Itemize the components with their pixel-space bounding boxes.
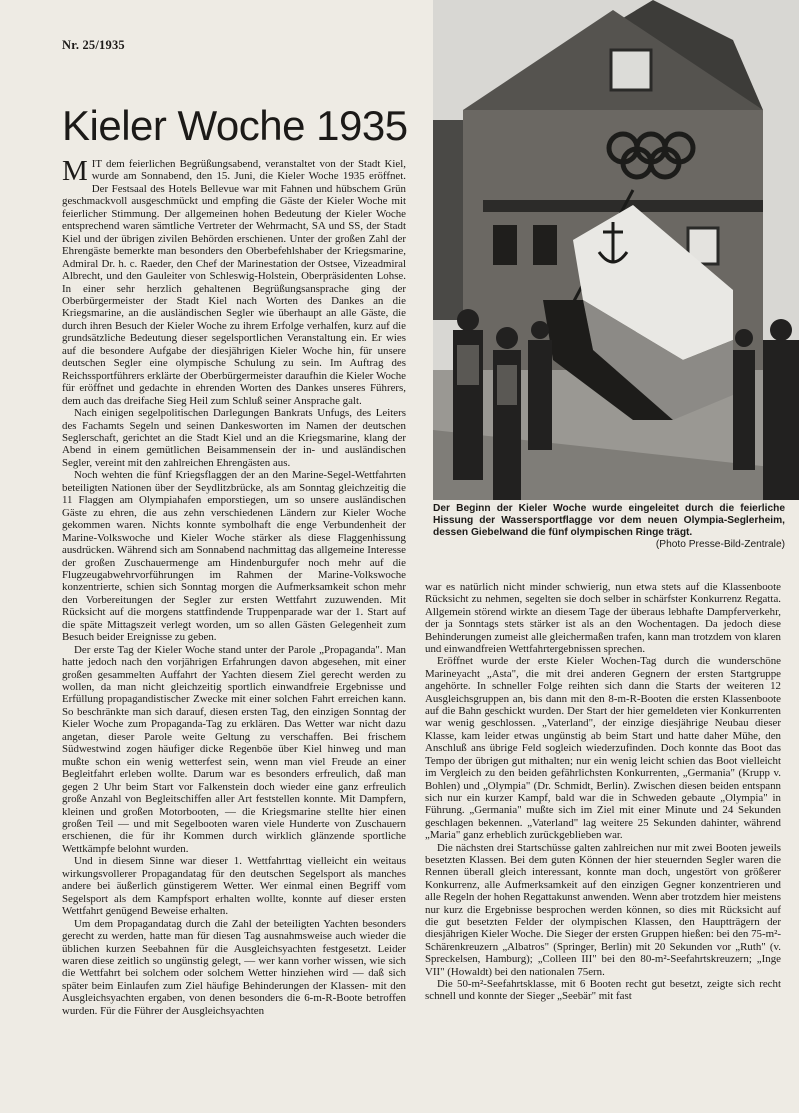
paragraph-1: [62, 155, 406, 407]
issue-number: Nr. 25/1935: [62, 38, 125, 52]
paragraph-6: Um dem Propagandatag durch die Zahl der beteiligten Yachten besonders gerecht zu werden, hatte man für diesen Tag ausnahmsweise auch wieder die üblichen kurzen Seebahnen für die Ausgleichsyachten festgesetzt. Leider waren diese zeitlich so ungünstig gelegt, — wer kann vorher wissen, wie sich die Wettfahrt bei solchem oder solchem Wetter hinziehen wird — daß sich später beim Einlaufen zum Ziel häufige Behinderungen der Klassen- mit den Ausgleichsyachten ergaben, von denen besonders die 6-m-R-Boote betroffen wurden. Für die Führer der Ausgleichsyachten: [62, 917, 406, 1017]
photo-caption: [433, 503, 785, 551]
paragraph-9: Die nächsten drei Startschüsse galten zahlreichen nur mit zwei Booten jeweils besetzten Klassen. Bei dem guten Können der hier steuernden Segler waren die Rennen überall gleich interessant, konnte man doch, ungestört von größerer Konkurrenz, alle Aufmerksamkeit auf den einzigen Gegner konzentrieren und alle Regeln der hohen Regattakunst anwenden. Wenn aber trotzdem hier meistens nur kurz die Ergebnisse besprochen werden können, so dies mit Rücksicht auf die gut besetzten Felder der olympischen Klassen, den Hauptträgern der diesjährigen Kieler Woche. Die Sieger der ersten Gruppen hießen: bei den 75-m²-Schärenkreuzern „Albatros" (Springer, Berlin) mit 20 Sekunden vor „Ruth" (v. Spreckelsen, Hamburg); „Colleen III" bei den 80-m²-Seefahrtskreuzern; „Inge VII" (Howaldt) bei den nationalen 75ern.: [425, 841, 781, 978]
paragraph-10: Die 50-m²-Seefahrtsklasse, mit 6 Booten recht gut besetzt, zeigte sich recht schnell und konnte der Sieger „Seebär" mit fast: [425, 978, 781, 1003]
paragraph-8: Eröffnet wurde der erste Kieler Wochen-Tag durch die wunderschöne Marineyacht „Asta", die mit drei anderen Gegnern der ersten Startgruppe angehörte. In schneller Folge reihten sich dann die Starts der weiteren 12 Ausgleichsgruppen an, bis dann mit den 8-m-R-Booten die ersten Klassenboote auf die Bahn geschickt wurden. Der Start der hier gemeldeten vier Konkurrenten war wenig geschlossen. „Vaterland", der einzige diesjährige Neubau dieser Klasse, kam leider etwas ungünstig ab beim Start und hatte daher Mühe, den Anschluß ans übrige Feld sogleich wiederzufinden. Doch konnte das Boot das Tempo der übrigen gut mithalten; nur ein wenig leicht schien das Boot vielleicht im Vergleich zu den beiden gefährlichsten Konkurrenten, „Germania" (Krupp v. Bohlen) und „Olympia" (Dr. Schmidt, Berlin). Zwischen diesen beiden entspann sich nur ein kurzer Kampf, bald war die in Schweden gebaute „Olympia" in Führung. „Germania" mußte sich im Ziel mit einer Minute und 24 Sekunden geschlagen bekennen. „Vaterland" lag weitere 25 Sekunden dahinter, während „Maria" ganz erheblich zurückgeblieben war.: [425, 655, 781, 842]
article-title: Kieler Woche 1935: [62, 102, 408, 149]
paragraph-2: Nach einigen segelpolitischen Darlegungen Bankrats Unfugs, des Leiters des Fachamts Segeln und seinen Dankesworten im Namen der deutschen Seglerschaft, gerichtet an die Stadt Kiel und an die Kriegsmarine, klang der Abend in einem gemütlichen Beisammensein der in- und ausländischen Segler, vereint mit den zahlreichen Ehrengästen aus.: [62, 407, 406, 469]
caption-text: Der Beginn der Kieler Woche wurde eingeleitet durch die feierliche Hissung der Wassersportflagge vor dem neuen Olympia-Seglerheim, dessen Giebelwand die fünf olympischen Ringe trägt.: [433, 503, 785, 538]
paragraph-7: war es natürlich nicht minder schwierig, nun etwa stets auf die Klassenboote Rücksicht zu nehmen, segelten sie doch selber in schärfster Konkurrenz Regatta. Allgemein störend wirkte an diesem Tage der überaus lebhafte Dampferverkehr, der ja Sonntags stets stärker ist als an den Wochentagen. Da jedoch diese Behinderungen zumeist alle gleichermaßen trafen, kann man trotzdem von klaren und einwandfreien Wettfahrtergebnissen sprechen.: [425, 581, 781, 656]
paragraph-5: Und in diesem Sinne war dieser 1. Wettfahrttag vielleicht ein weitaus wirkungsvollerer Propagandatag für den deutschen Segelsport als manches andere bei äußerlich günstigerem Wetter. Wer einmal einen Begriff vom Segelsport als dem Kampfsport erhalten wollte, konnte auf dieser ersten Wettfahrt genügend Beweise erhalten.: [62, 855, 406, 918]
paragraph-4: Der erste Tag der Kieler Woche stand unter der Parole „Propaganda". Man hatte jedoch nach den vorjährigen Erfahrungen davon abgesehen, mit einer großen gesammelten Auffahrt der Yachten diesem Ziel gerecht werden zu wollen, da man nicht gleichzeitig sportlich einwandfreie Ergebnisse und Erfüllung propagandistischer Zwecke mit einer solchen Fahrt erreichen kann. So beschränkte man sich darauf, diesen ersten Tag, den einzigen Sonntag der Kieler Woche zum Propaganda-Tag zu erklären. Das Wetter war nicht dazu angetan, dieser Parole weite Geltung zu verschaffen. Bei frischem Südwestwind zogen häufiger dicke Regenböe über Kiel hinweg und man mußte schon ein wenig wetterfest sein, wenn man viel Freude an einer Begleitfahrt erleben wollte. Darum war es besonders erfreulich, daß man gegen 2 Uhr beim Start vor Falkenstein doch wieder eine ganz erfreulich große Anzahl von Begleitschiffen aller Art feststellen konnte. Mit Dampfern, kleinen und großen Motorbooten, — die Kriegsmarine stellte hier einen großen Teil — und mit Segelbooten waren viele Hunderte von Zuschauern erschienen, die für ihr Kommen durch wirklich glänzende sportliche Wettkämpfe belohnt wurden.: [62, 643, 406, 855]
paragraph-1-text: IT dem feierlichen Begrüßungsabend, veranstaltet von der Stadt Kiel, wurde am Sonnabend, den 15. Juni, die Kieler Woche 1935 eröffnet. Der Festsaal des Hotels Bellevue war mit Fahnen und hübschem Grün geschmackvoll ausgeschmückt und empfing die Gäste der Kieler Woche mit feierlicher Stimmung. Der allgemeinen hohen Bedeutung der Kieler Woche entsprechend waren sämtliche Vertreter der Wehrmacht, SA und SS, der Stadt Kiel und der übrigen zivilen Behörden erschienen. Unter der großen Zahl der Ehrengäste bemerkte man besonders den Oberbefehlshaber der Kriegsmarine, Admiral Dr. h. c. Raeder, den Chef der Marinestation der Ostsee, Vizeadmiral Albrecht, und den Gauleiter von Schleswig-Holstein, Oberpräsidenten Lohse. In einer sehr herzlich gehaltenen Begrüßungsansprache ging der Oberbürgermeister der Stadt Kiel nach Worten des Dankes an die Kriegsmarine, an die ausländischen Segler wie überhaupt an alle Gäste, die durch ihren Besuch der Kieler Woche zu ihrem Erfolge verhalfen, kurz auf die grundsätzliche Bedeutung dieser segelsportlichen Veranstaltung ein. Er wies auf die besondere Aufgabe der diesjährigen Kieler Woche hin, für unsere deutschen Segler eine olympische Schulung zu sein. Im Auftrag des Reichssportführers erklärte der Oberbürgermeister daraufhin die Kieler Woche für eröffnet und gedachte in ehrenden Worten des Dankes unseres Führers, dem auch das dreifache Sieg Heil zum Schluß seiner Ansprache galt.: [62, 158, 406, 407]
right-column: [425, 581, 781, 1003]
left-column: [62, 155, 406, 1017]
flag-hoisting-photo: [433, 0, 799, 500]
photo-credit: (Photo Presse-Bild-Zentrale): [655, 539, 785, 550]
drop-cap: M: [62, 155, 88, 187]
paragraph-3: Noch wehten die fünf Kriegsflaggen der an den Marine-Segel-Wettfahrten beteiligten Nationen über der Seydlitzbrücke, als am Sonntag gleichzeitig die 11 Flaggen am Olympiahafen emporstiegen, um so unsere ausländischen Gäste zu ehren, die aus zehn verschiedenen Ländern zur Kieler Woche gekommen waren. Nichts konnte symbolhaft die enge Verbundenheit der Marine-Volkswoche und Kieler Woche stärker als diese Flaggenhissung ausdrücken. Während sich am Sonnabend nachmittag das allgemeine Interesse der großen Zuschauermenge am Hindenburgufer noch mehr auf die Flugzeugabwehrvorführungen im Rahmen der Marine-Volkswoche konzentrierte, schien sich Sonntag morgen die Aufmerksamkeit schon mehr den Vorbereitungen der Segler zur ersten Wettfahrt zuzuwenden. Mit Rücksicht auf die morgens stattfindende Truppenparade war der 1. Start auf die späte Mittagszeit verlegt worden, um so allen Gästen Gelegenheit zum Besuch beider Ereignisse zu geben.: [62, 469, 406, 644]
